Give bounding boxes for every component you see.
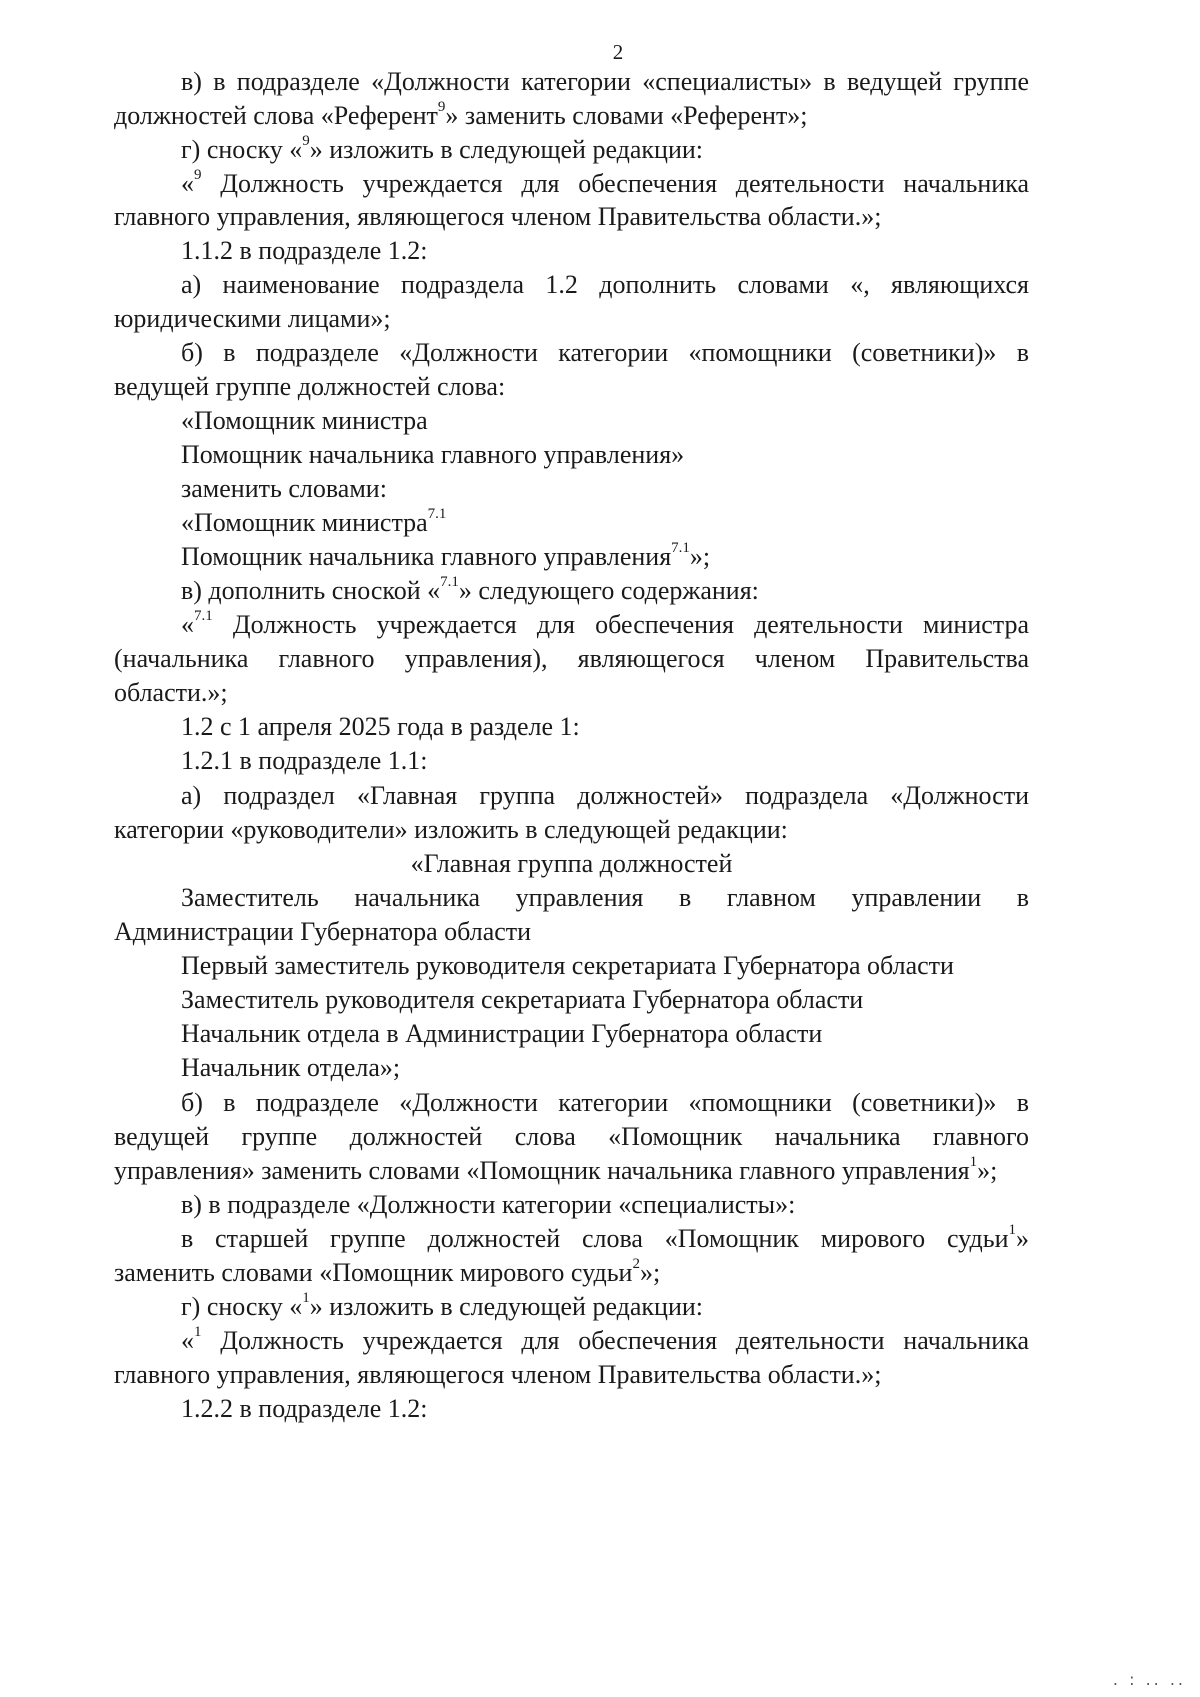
footnote-marker: 1 [1008, 1222, 1016, 1239]
quoted-position-line: Помощник начальника главного управления» [181, 440, 685, 469]
paragraph-line: управления» заменить словами «Помощник начальника главного управления$^1$»; [114, 1154, 998, 1185]
paragraph-line: юридическими лицами»; [114, 304, 391, 333]
footnote-marker: 7.1 [671, 540, 690, 557]
footnote-marker: 9 [194, 167, 202, 184]
page-number: 2 [612, 40, 624, 64]
quoted-footnote-line: «$^{7.1}$ Должность учреждается для обеспечения деятельности министра [181, 608, 1029, 639]
quoted-position-line: «Помощник министра [181, 406, 428, 435]
paragraph-line: в) в подразделе «Должности категории «специалисты»: [181, 1190, 796, 1219]
paragraph-line: г) сноску «$^1$» изложить в следующей редакции: [181, 1290, 704, 1321]
section-heading: 1.2 с 1 апреля 2025 года в разделе 1: [181, 712, 580, 741]
footnote-marker: 7.1 [194, 608, 213, 625]
quoted-footnote-line: «$^9$ Должность учреждается для обеспечения деятельности начальника [181, 167, 1029, 198]
paragraph-line: в) в подразделе «Должности категории «специалисты» в ведущей группе [181, 67, 1029, 96]
quoted-position-line: «Помощник министра$^{7.1}$ [181, 506, 447, 537]
subsection-heading: 1.2.1 в подразделе 1.1: [181, 746, 428, 775]
paragraph-line: ведущей группе должностей слова «Помощник начальника главного [114, 1122, 1029, 1151]
paragraph-line: б) в подразделе «Должности категории «помощники (советники)» в [181, 1088, 1029, 1117]
paragraph-line: в старшей группе должностей слова «Помощник мирового судьи$^1$» [181, 1222, 1029, 1253]
footnote-marker: 2 [632, 1256, 640, 1273]
paragraph-line: а) наименование подраздела 1.2 дополнить словами «, являющихся [181, 270, 1029, 299]
footnote-marker: 7.1 [440, 574, 459, 591]
quoted-footnote-line: (начальника главного управления), являющегося членом Правительства [114, 644, 1029, 673]
footnote-marker: 1 [969, 1154, 978, 1171]
paragraph-line: а) подраздел «Главная группа должностей» подраздела «Должности [181, 781, 1029, 810]
scan-artifact: . : .. .. [1112, 1670, 1186, 1689]
paragraph-line: должностей слова «Референт$^9$» заменить словами «Референт»; [114, 99, 808, 130]
quoted-position-line: Начальник отдела в Администрации Губернатора области [181, 1019, 823, 1048]
paragraph-line: заменить словами «Помощник мирового судьи$^2$»; [114, 1256, 661, 1287]
quoted-footnote-line: области.»; [114, 678, 228, 707]
subsection-heading: 1.1.2 в подразделе 1.2: [181, 236, 428, 265]
paragraph-line: заменить словами: [181, 474, 387, 503]
paragraph-line: г) сноску «$^9$» изложить в следующей редакции: [181, 133, 704, 164]
quoted-position-line: Первый заместитель руководителя секретариата Губернатора области [181, 951, 954, 980]
quoted-position-line: Заместитель руководителя секретариата Губернатора области [181, 985, 864, 1014]
footnote-marker: 1 [194, 1324, 202, 1341]
footnote-marker: 7.1 [427, 506, 447, 523]
quoted-group-heading: «Главная группа должностей [410, 849, 733, 878]
quoted-footnote-line: главного управления, являющегося членом Правительства области.»; [114, 1360, 882, 1389]
paragraph-line: ведущей группе должностей слова: [114, 372, 506, 401]
quoted-position-line: Начальник отдела»; [181, 1053, 401, 1082]
subsection-heading: 1.2.2 в подразделе 1.2: [181, 1394, 428, 1423]
paragraph-line: в) дополнить сноской «$^{7.1}$» следующего содержания: [181, 574, 759, 605]
quoted-footnote-line: главного управления, являющегося членом Правительства области.»; [114, 202, 882, 231]
footnote-marker: 1 [302, 1290, 310, 1307]
quoted-position-line: Помощник начальника главного управления$^{7.1}$»; [181, 540, 711, 571]
paragraph-line: б) в подразделе «Должности категории «помощники (советники)» в [181, 338, 1029, 367]
footnote-marker: 9 [302, 133, 310, 150]
quoted-position-line: Администрации Губернатора области [114, 917, 532, 946]
quoted-footnote-line: «$^1$ Должность учреждается для обеспечения деятельности начальника [181, 1324, 1029, 1355]
paragraph-line: категории «руководители» изложить в следующей редакции: [114, 815, 788, 844]
footnote-marker: 9 [437, 99, 446, 116]
quoted-position-line: Заместитель начальника управления в главном управлении в [181, 883, 1029, 912]
